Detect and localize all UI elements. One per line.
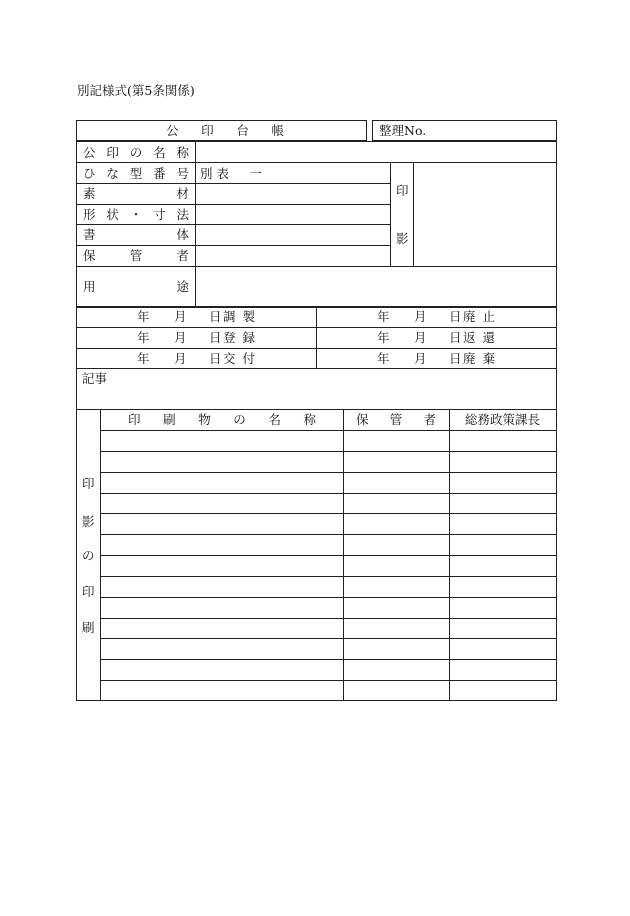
- date-day-2: 日: [209, 330, 222, 345]
- imprint-label-top: 印: [396, 183, 409, 198]
- print-log-row: [100, 513, 557, 514]
- print-log-row: [100, 472, 557, 473]
- date-month-1: 月: [174, 309, 187, 324]
- material-label: 素 材: [83, 186, 189, 201]
- date-event-discarded: 廃 棄: [463, 351, 495, 366]
- date-month-3: 月: [174, 351, 187, 366]
- print-log-row: [100, 597, 557, 598]
- print-log-row: [100, 534, 557, 535]
- date-event-issued: 交 付: [223, 351, 255, 366]
- print-log-row: [100, 430, 557, 431]
- print-log-row: [100, 493, 557, 494]
- seal-name-label: 公 印 の 名 称: [83, 145, 189, 160]
- date-day-2r: 日: [449, 330, 462, 345]
- date-day-3r: 日: [449, 351, 462, 366]
- date-day-3: 日: [209, 351, 222, 366]
- print-log-row: [100, 618, 557, 619]
- col-custodian-header: 保 管 者: [356, 412, 436, 427]
- date-month-1r: 月: [414, 309, 427, 324]
- typeface-label: 書 体: [83, 227, 189, 242]
- date-day-1: 日: [209, 309, 222, 324]
- side-label-char-3: の: [82, 548, 95, 563]
- ledger-title: 公 印 台 帳: [166, 123, 284, 138]
- print-log-row: [100, 680, 557, 681]
- side-label-char-5: 刷: [82, 620, 95, 635]
- notes-label: 記事: [82, 371, 108, 386]
- shape-size-label: 形 状 ・ 寸 法: [83, 207, 189, 222]
- side-label-char-2: 影: [82, 514, 95, 529]
- date-year-2: 年: [137, 330, 150, 345]
- form-caption: 別記様式(第5条関係): [77, 83, 195, 98]
- date-month-2r: 月: [414, 330, 427, 345]
- side-label-char-4: 印: [82, 584, 95, 599]
- print-log-row: [100, 576, 557, 577]
- col-approver-header: 総務政策課長: [465, 412, 541, 427]
- print-log-row: [100, 451, 557, 452]
- date-year-1: 年: [137, 309, 150, 324]
- date-day-1r: 日: [449, 309, 462, 324]
- reference-number-label: 整理No.: [379, 123, 427, 138]
- date-event-manufactured: 調 製: [223, 309, 255, 324]
- col-printed-name-header: 印 刷 物 の 名 称: [128, 412, 316, 427]
- date-event-abolished: 廃 止: [463, 309, 495, 324]
- dates-notes-table: [76, 307, 557, 410]
- purpose-label: 用 途: [83, 279, 189, 294]
- model-number-value: 別 表 一: [200, 166, 262, 181]
- date-event-returned: 返 還: [463, 330, 495, 345]
- date-year-3: 年: [137, 351, 150, 366]
- date-year-3r: 年: [377, 351, 390, 366]
- date-month-2: 月: [174, 330, 187, 345]
- date-event-registered: 登 録: [223, 330, 255, 345]
- print-log-row: [100, 659, 557, 660]
- print-log-row: [100, 555, 557, 556]
- date-month-3r: 月: [414, 351, 427, 366]
- imprint-label-bottom: 影: [396, 231, 409, 246]
- date-year-2r: 年: [377, 330, 390, 345]
- date-year-1r: 年: [377, 309, 390, 324]
- side-label-char-1: 印: [82, 476, 95, 491]
- print-log-row: [100, 638, 557, 639]
- model-number-label: ひ な 型 番 号: [83, 166, 189, 181]
- custodian-label: 保 管 者: [83, 248, 189, 263]
